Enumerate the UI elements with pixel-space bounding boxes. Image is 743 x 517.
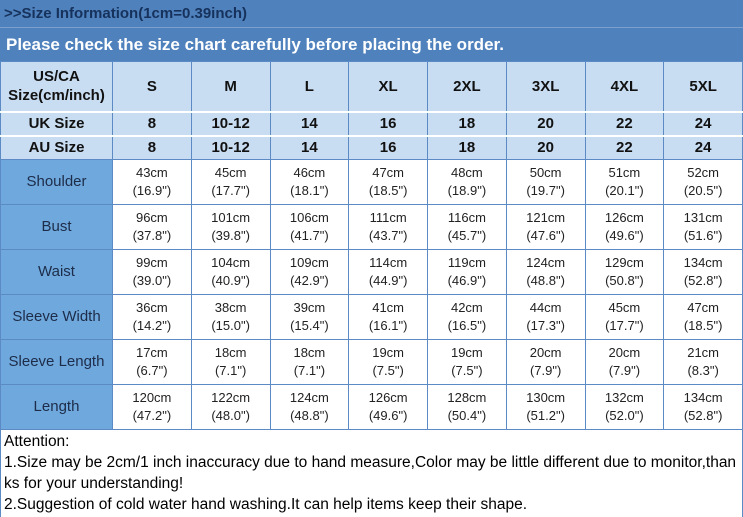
- table-cell: 114cm (44.9"): [349, 250, 428, 295]
- table-cell: 45cm (17.7"): [585, 295, 664, 340]
- row-label: AU Size: [1, 136, 113, 160]
- table-cell: 22: [585, 112, 664, 136]
- size-information-title: >>Size Information(1cm=0.39inch): [0, 0, 743, 28]
- table-cell: 24: [664, 136, 743, 160]
- table-cell: 39cm (15.4"): [270, 295, 349, 340]
- table-row: [1, 340, 743, 385]
- size-column-header: L: [270, 62, 349, 112]
- table-cell: 128cm (50.4"): [428, 385, 507, 430]
- table-cell: 116cm (45.7"): [428, 205, 507, 250]
- banner: [0, 0, 743, 61]
- table-cell: 122cm (48.0"): [191, 385, 270, 430]
- table-cell: 51cm (20.1"): [585, 160, 664, 205]
- table-cell: 48cm (18.9"): [428, 160, 507, 205]
- table-cell: 18: [428, 136, 507, 160]
- table-cell: 24: [664, 112, 743, 136]
- table-cell: 38cm (15.0"): [191, 295, 270, 340]
- table-cell: 124cm (48.8"): [270, 385, 349, 430]
- table-cell: 20cm (7.9"): [506, 340, 585, 385]
- size-column-header: 4XL: [585, 62, 664, 112]
- row-label: Length: [1, 385, 113, 430]
- table-row: [1, 160, 743, 205]
- table-cell: 20: [506, 112, 585, 136]
- corner-header: US/CA Size(cm/inch): [1, 62, 113, 112]
- attention-heading: Attention:: [4, 433, 70, 450]
- table-cell: 130cm (51.2"): [506, 385, 585, 430]
- table-cell: 8: [113, 112, 192, 136]
- table-cell: 134cm (52.8"): [664, 385, 743, 430]
- table-cell: 47cm (18.5"): [349, 160, 428, 205]
- table-cell: 10-12: [191, 136, 270, 160]
- table-cell: 42cm (16.5"): [428, 295, 507, 340]
- table-row: [1, 205, 743, 250]
- table-cell: 43cm (16.9"): [113, 160, 192, 205]
- table-cell: 52cm (20.5"): [664, 160, 743, 205]
- table-cell: 20: [506, 136, 585, 160]
- table-cell: 20cm (7.9"): [585, 340, 664, 385]
- table-row: [1, 385, 743, 430]
- row-label: Shoulder: [1, 160, 113, 205]
- table-cell: 45cm (17.7"): [191, 160, 270, 205]
- table-cell: 126cm (49.6"): [585, 205, 664, 250]
- table-cell: 129cm (50.8"): [585, 250, 664, 295]
- table-cell: 21cm (8.3"): [664, 340, 743, 385]
- table-cell: 111cm (43.7"): [349, 205, 428, 250]
- table-cell: 47cm (18.5"): [664, 295, 743, 340]
- table-cell: 124cm (48.8"): [506, 250, 585, 295]
- table-cell: 10-12: [191, 112, 270, 136]
- table-cell: 132cm (52.0"): [585, 385, 664, 430]
- table-cell: 50cm (19.7"): [506, 160, 585, 205]
- table-cell: 14: [270, 136, 349, 160]
- table-cell: 18: [428, 112, 507, 136]
- table-cell: 8: [113, 136, 192, 160]
- table-cell: 18cm (7.1"): [191, 340, 270, 385]
- table-cell: 119cm (46.9"): [428, 250, 507, 295]
- row-label: Sleeve Length: [1, 340, 113, 385]
- table-cell: 41cm (16.1"): [349, 295, 428, 340]
- attention-note-2: 2.Suggestion of cold water hand washing.It can help items keep their shape.: [4, 496, 528, 513]
- table-cell: 17cm (6.7"): [113, 340, 192, 385]
- table-row: [1, 112, 743, 136]
- attention-note-1: 1.Size may be 2cm/1 inch inaccuracy due to hand measure,Color may be little different due to monitor,thanks for your understanding!: [4, 454, 737, 492]
- row-label: Sleeve Width: [1, 295, 113, 340]
- size-column-header: 5XL: [664, 62, 743, 112]
- table-cell: 44cm (17.3"): [506, 295, 585, 340]
- table-row: [1, 295, 743, 340]
- table-cell: 131cm (51.6"): [664, 205, 743, 250]
- table-cell: 16: [349, 112, 428, 136]
- table-cell: 96cm (37.8"): [113, 205, 192, 250]
- row-label: UK Size: [1, 112, 113, 136]
- size-column-header: M: [191, 62, 270, 112]
- table-cell: 22: [585, 136, 664, 160]
- table-cell: 109cm (42.9"): [270, 250, 349, 295]
- row-label: Bust: [1, 205, 113, 250]
- table-cell: 99cm (39.0"): [113, 250, 192, 295]
- table-cell: 36cm (14.2"): [113, 295, 192, 340]
- table-row: [1, 250, 743, 295]
- table-cell: 46cm (18.1"): [270, 160, 349, 205]
- table-cell: 16: [349, 136, 428, 160]
- table-cell: 18cm (7.1"): [270, 340, 349, 385]
- table-cell: 101cm (39.8"): [191, 205, 270, 250]
- table-cell: 121cm (47.6"): [506, 205, 585, 250]
- table-cell: 134cm (52.8"): [664, 250, 743, 295]
- size-chart-table: [0, 61, 743, 430]
- size-column-header: S: [113, 62, 192, 112]
- size-chart-warning: Please check the size chart carefully before placing the order.: [6, 35, 504, 54]
- row-label: Waist: [1, 250, 113, 295]
- table-cell: 106cm (41.7"): [270, 205, 349, 250]
- table-row: [1, 136, 743, 160]
- table-cell: 19cm (7.5"): [349, 340, 428, 385]
- size-column-header: 2XL: [428, 62, 507, 112]
- table-cell: 126cm (49.6"): [349, 385, 428, 430]
- size-column-header: 3XL: [506, 62, 585, 112]
- table-cell: 14: [270, 112, 349, 136]
- attention-section: [0, 430, 743, 517]
- table-cell: 104cm (40.9"): [191, 250, 270, 295]
- table-cell: 120cm (47.2"): [113, 385, 192, 430]
- size-column-header: XL: [349, 62, 428, 112]
- table-cell: 19cm (7.5"): [428, 340, 507, 385]
